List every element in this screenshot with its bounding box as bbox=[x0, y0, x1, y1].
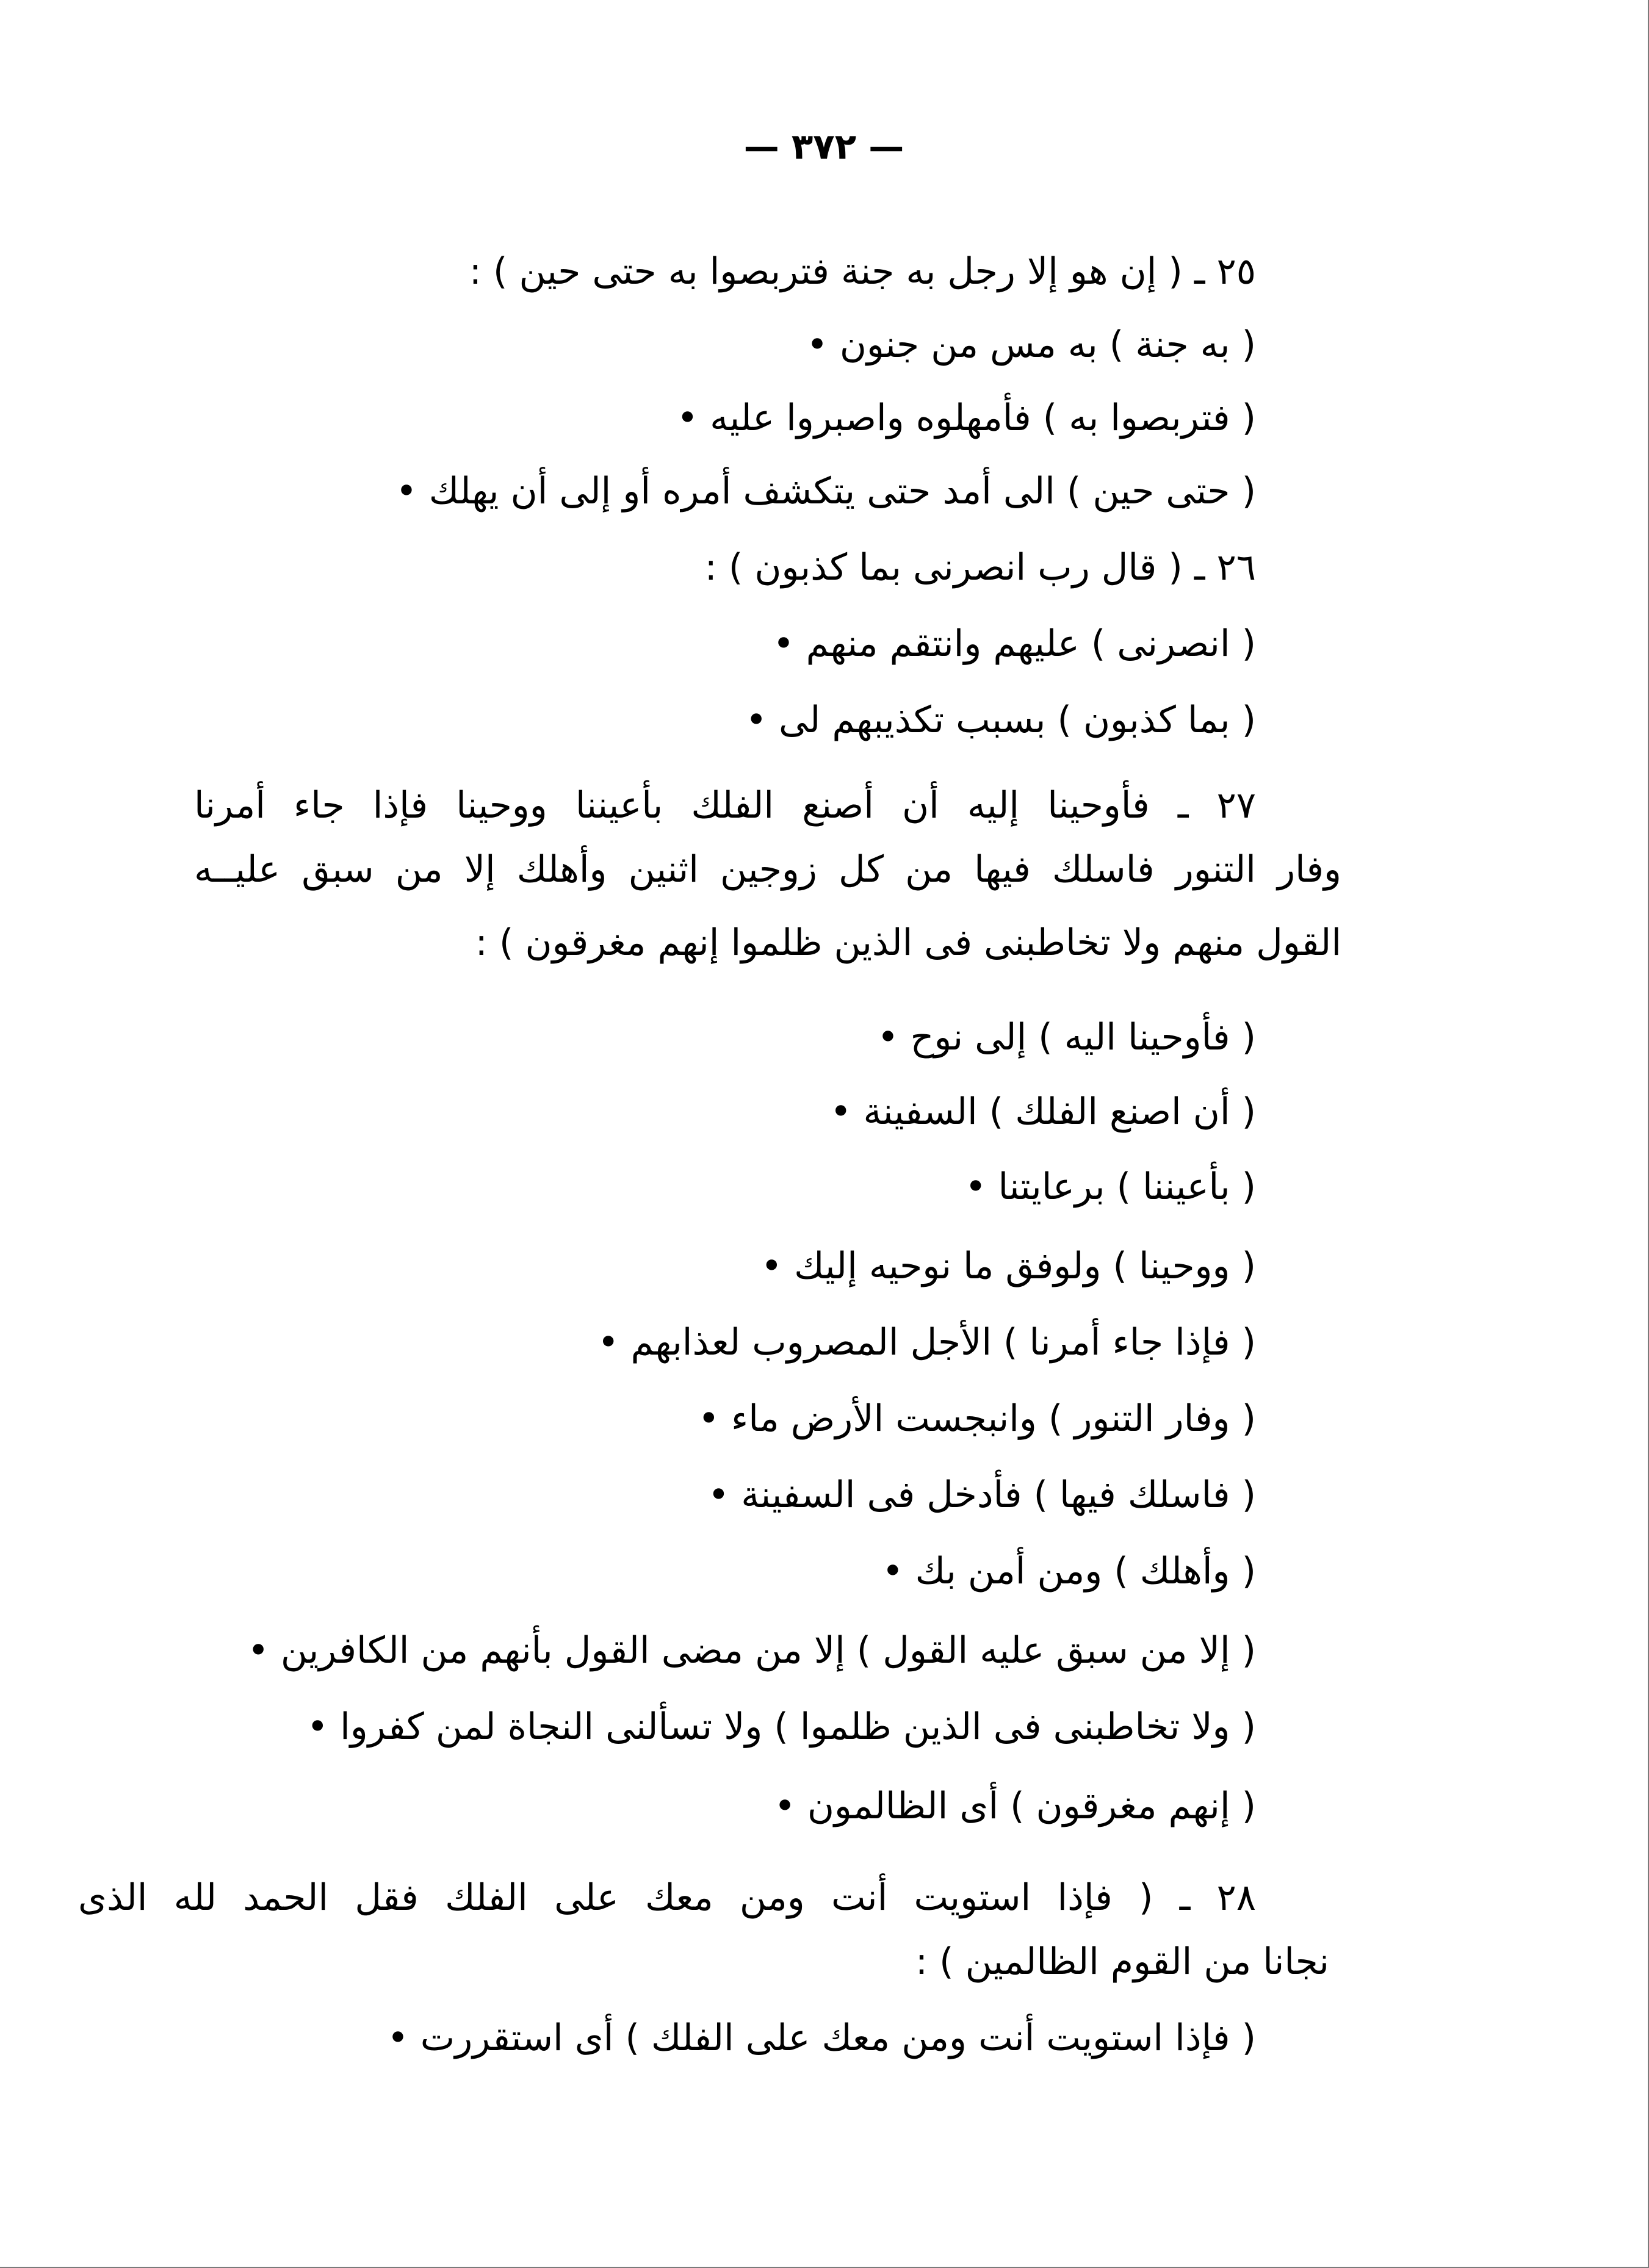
gloss-line: ( وفار التنور ) وانبجست الأرض ماء • bbox=[698, 1397, 1256, 1440]
page-number: — ٣٧٢ — bbox=[743, 126, 904, 167]
gloss-line: ( به جنة ) به مس من جنون • bbox=[806, 323, 1256, 366]
gloss-line: ( إنهم مغرقون ) أى الظالمون • bbox=[774, 1785, 1256, 1827]
gloss-line: ( حتى حين ) الى أمد حتى يتكشف أمره أو إلى أن يهلك • bbox=[395, 470, 1256, 513]
verse-28-continuation: نجانا من القوم الظالمين ) : bbox=[915, 1940, 1329, 1983]
verse-26-heading: ٢٦ ـ ( قال رب انصرنى بما كذبون ) : bbox=[704, 546, 1256, 589]
gloss-line: ( ولا تخاطبنى فى الذين ظلموا ) ولا تسألنى النجاة لمن كفروا • bbox=[306, 1705, 1256, 1748]
gloss-line: ( فإذا استويت أنت ومن معك على الفلك ) أى استقررت • bbox=[387, 2017, 1256, 2059]
gloss-line: ( فتربصوا به ) فأمهلوه واصبروا عليه • bbox=[676, 397, 1256, 439]
gloss-line: ( فاسلك فيها ) فأدخل فى السفينة • bbox=[707, 1474, 1256, 1516]
verse-27-continuation: القول منهم ولا تخاطبنى فى الذين ظلموا إنهم مغرقون ) : bbox=[475, 921, 1341, 964]
gloss-line: ( بما كذبون ) بسبب تكذيبهم لى • bbox=[745, 699, 1256, 741]
verse-28-heading: ٢٨ ـ ( فإذا استويت أنت ومن معك على الفلك فقل الحمد لله الذى bbox=[78, 1876, 1256, 1919]
verse-27-continuation: وفار التنور فاسلك فيها من كل زوجين اثنين وأهلك إلا من سبق عليــه bbox=[194, 848, 1341, 891]
gloss-line: ( إلا من سبق عليه القول ) إلا من مضى القول بأنهم من الكافرين • bbox=[247, 1629, 1256, 1672]
gloss-line: ( ووحينا ) ولوفق ما نوحيه إليك • bbox=[760, 1245, 1256, 1287]
gloss-line: ( انصرنى ) عليهم وانتقم منهم • bbox=[773, 622, 1256, 665]
gloss-line: ( بأعيننا ) برعايتنا • bbox=[965, 1165, 1256, 1208]
gloss-line: ( أن اصنع الفلك ) السفينة • bbox=[830, 1090, 1256, 1133]
gloss-line: ( فأوحينا اليه ) إلى نوح • bbox=[877, 1016, 1256, 1059]
gloss-line: ( فإذا جاء أمرنا ) الأجل المصروب لعذابهم • bbox=[597, 1321, 1256, 1364]
gloss-line: ( وأهلك ) ومن أمن بك • bbox=[882, 1550, 1256, 1593]
verse-25-heading: ٢٥ ـ ( إن هو إلا رجل به جنة فتربصوا به حتى حين ) : bbox=[469, 250, 1256, 293]
verse-27-heading: ٢٧ ـ فأوحينا إليه أن أصنع الفلك بأعيننا ووحينا فإذا جاء أمرنا bbox=[194, 784, 1256, 827]
